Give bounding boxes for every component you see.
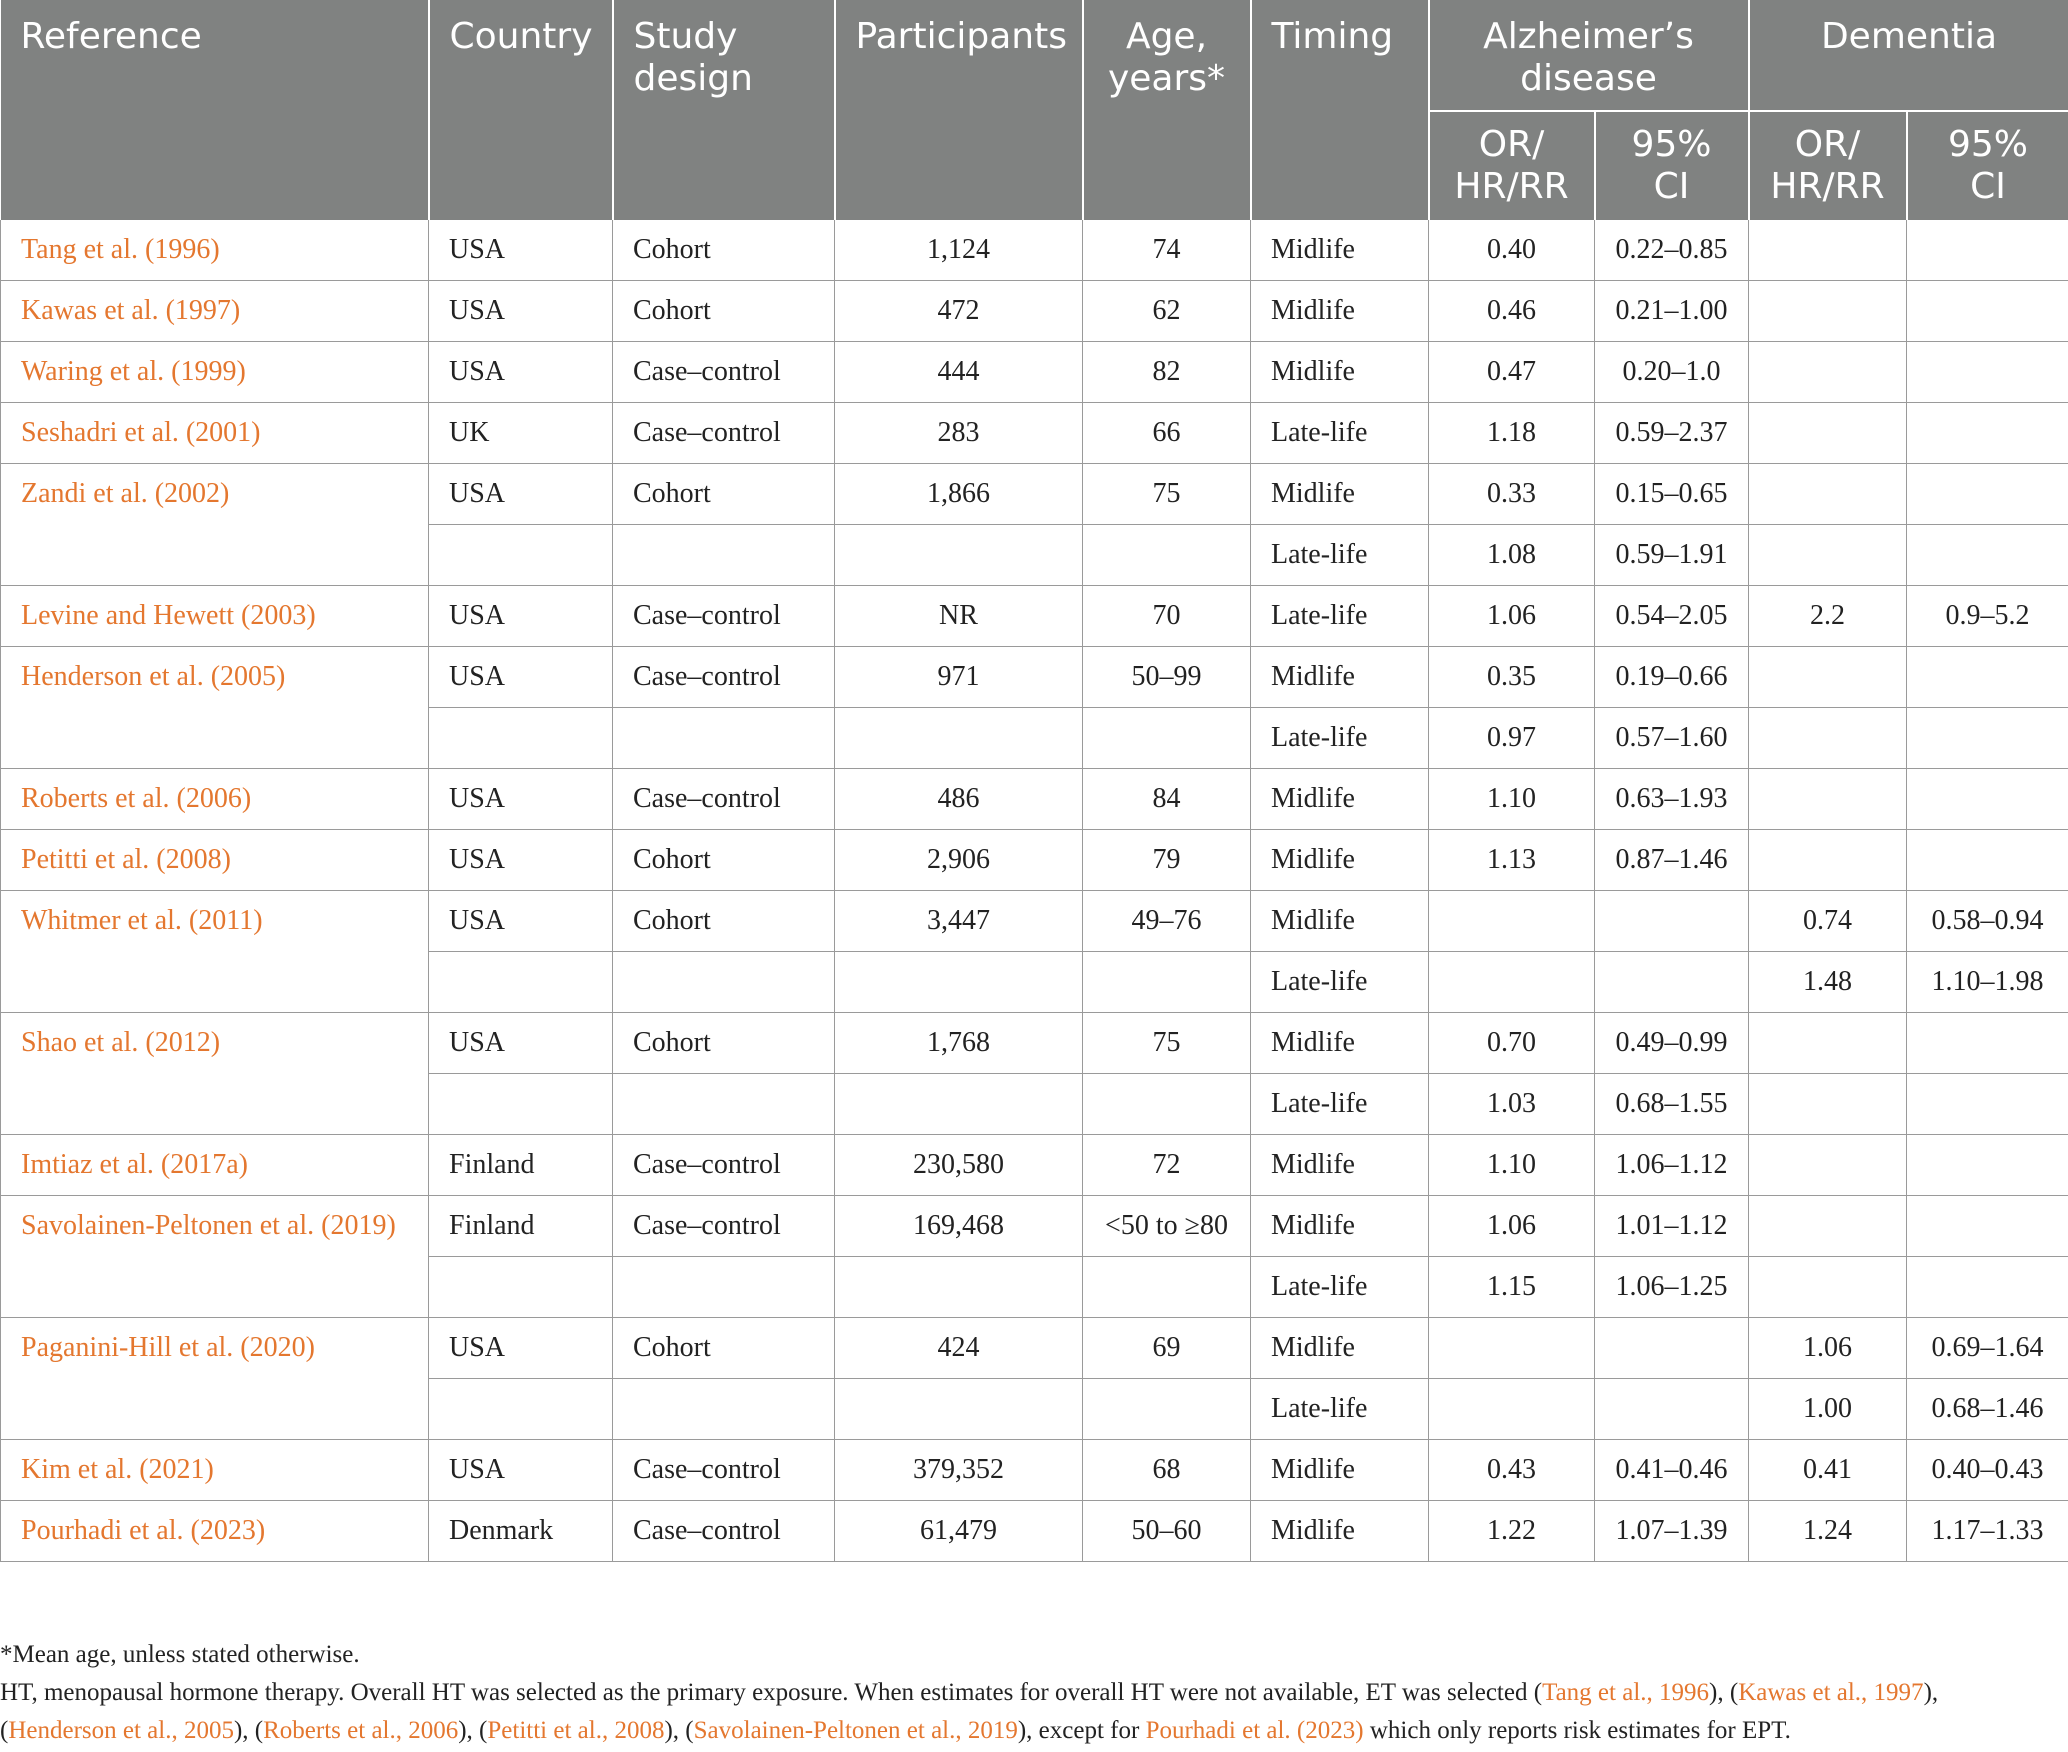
cell-ad-or: 1.08 — [1429, 525, 1595, 586]
col-participants: Participants — [835, 0, 1083, 220]
cell-ad-or: 0.46 — [1429, 281, 1595, 342]
cell-age: 79 — [1083, 830, 1251, 891]
cell-ad-ci: 0.22–0.85 — [1595, 220, 1749, 281]
table-row — [1, 1257, 2068, 1318]
cell-dem-or — [1749, 1257, 1907, 1318]
cell-participants: 424 — [835, 1318, 1083, 1379]
table-row — [1, 586, 2068, 647]
table-row — [1, 1135, 2068, 1196]
cell-dem-ci — [1907, 525, 2068, 586]
cell-design: Case–control — [613, 647, 835, 708]
cell-participants: 472 — [835, 281, 1083, 342]
cell-ad-ci: 0.20–1.0 — [1595, 342, 1749, 403]
cell-participants: 486 — [835, 769, 1083, 830]
table-row — [1, 403, 2068, 464]
cell-participants — [835, 525, 1083, 586]
cell-timing: Midlife — [1251, 1196, 1429, 1257]
cell-dem-or: 1.48 — [1749, 952, 1907, 1013]
cell-timing: Late-life — [1251, 403, 1429, 464]
cell-dem-or — [1749, 403, 1907, 464]
cell-dem-or — [1749, 1013, 1907, 1074]
table-row — [1, 220, 2068, 281]
cell-reference[interactable]: Whitmer et al. (2011) — [1, 891, 429, 952]
cell-timing: Midlife — [1251, 1318, 1429, 1379]
cell-ad-or: 0.47 — [1429, 342, 1595, 403]
cell-country: UK — [429, 403, 613, 464]
cell-timing: Midlife — [1251, 830, 1429, 891]
cell-ad-ci — [1595, 1379, 1749, 1440]
citation-link[interactable]: Kawas et al., 1997 — [1738, 1679, 1924, 1706]
cell-ad-ci: 1.06–1.12 — [1595, 1135, 1749, 1196]
cell-participants: 1,124 — [835, 220, 1083, 281]
cell-ad-ci: 1.06–1.25 — [1595, 1257, 1749, 1318]
cell-design: Case–control — [613, 586, 835, 647]
cell-timing: Midlife — [1251, 1013, 1429, 1074]
cell-timing: Midlife — [1251, 220, 1429, 281]
cell-reference — [1, 1074, 429, 1135]
cell-dem-ci — [1907, 1196, 2068, 1257]
table-row — [1, 830, 2068, 891]
cell-country: USA — [429, 1318, 613, 1379]
table-row — [1, 1440, 2068, 1501]
cell-ad-or: 1.15 — [1429, 1257, 1595, 1318]
cell-dem-or — [1749, 1074, 1907, 1135]
cell-age: 69 — [1083, 1318, 1251, 1379]
footnote-ht-cont: (Henderson et al., 2005), (Roberts et al., 2006), (Petitti et al., 2008), (Savolainen-Peltonen et al., 2019), except for Pourhadi et al. (2023) which only reports risk estimates for EPT. — [0, 1717, 1791, 1744]
cell-reference[interactable]: Tang et al. (1996) — [1, 220, 429, 281]
cell-country: USA — [429, 220, 613, 281]
cell-ad-ci: 1.01–1.12 — [1595, 1196, 1749, 1257]
cell-dem-ci: 1.17–1.33 — [1907, 1501, 2068, 1562]
cell-ad-ci — [1595, 952, 1749, 1013]
cell-participants — [835, 1257, 1083, 1318]
cell-ad-or: 0.35 — [1429, 647, 1595, 708]
cell-age: 68 — [1083, 1440, 1251, 1501]
cell-ad-ci: 0.15–0.65 — [1595, 464, 1749, 525]
cell-ad-ci — [1595, 1318, 1749, 1379]
cell-timing: Midlife — [1251, 464, 1429, 525]
cell-reference[interactable]: Zandi et al. (2002) — [1, 464, 429, 525]
table-row — [1, 464, 2068, 525]
cell-country: USA — [429, 830, 613, 891]
cell-dem-ci: 0.9–5.2 — [1907, 586, 2068, 647]
cell-dem-or: 0.41 — [1749, 1440, 1907, 1501]
cell-design: Case–control — [613, 342, 835, 403]
cell-reference[interactable]: Seshadri et al. (2001) — [1, 403, 429, 464]
cell-participants: 2,906 — [835, 830, 1083, 891]
citation-link[interactable]: Pourhadi et al. (2023) — [1145, 1717, 1364, 1744]
cell-ad-ci: 0.21–1.00 — [1595, 281, 1749, 342]
col-ad-or: OR/ HR/RR — [1429, 111, 1595, 220]
cell-ad-or: 1.18 — [1429, 403, 1595, 464]
table-row — [1, 708, 2068, 769]
cell-dem-or — [1749, 281, 1907, 342]
cell-participants: 1,768 — [835, 1013, 1083, 1074]
table-row — [1, 342, 2068, 403]
cell-participants: 230,580 — [835, 1135, 1083, 1196]
cell-participants: 1,866 — [835, 464, 1083, 525]
cell-dem-or: 1.06 — [1749, 1318, 1907, 1379]
cell-country: USA — [429, 891, 613, 952]
cell-reference[interactable]: Imtiaz et al. (2017a) — [1, 1135, 429, 1196]
cell-timing: Late-life — [1251, 586, 1429, 647]
cell-age — [1083, 525, 1251, 586]
cell-country: USA — [429, 586, 613, 647]
citation-link[interactable]: Roberts et al., 2006 — [263, 1717, 459, 1744]
cell-dem-ci — [1907, 464, 2068, 525]
cell-design — [613, 1257, 835, 1318]
cell-reference — [1, 1379, 429, 1440]
cell-ad-or — [1429, 891, 1595, 952]
cell-design: Case–control — [613, 1196, 835, 1257]
table-row — [1, 769, 2068, 830]
cell-design: Cohort — [613, 281, 835, 342]
cell-age: 75 — [1083, 1013, 1251, 1074]
cell-dem-ci — [1907, 1257, 2068, 1318]
cell-design: Case–control — [613, 1501, 835, 1562]
cell-participants: 169,468 — [835, 1196, 1083, 1257]
footnotes — [0, 1636, 2068, 1750]
cell-participants: 3,447 — [835, 891, 1083, 952]
header-row-1 — [1, 0, 2068, 111]
cell-dem-ci: 1.10–1.98 — [1907, 952, 2068, 1013]
cell-ad-or: 0.40 — [1429, 220, 1595, 281]
cell-dem-ci — [1907, 281, 2068, 342]
cell-timing: Midlife — [1251, 1440, 1429, 1501]
cell-design — [613, 1379, 835, 1440]
cell-ad-or — [1429, 952, 1595, 1013]
cell-participants: 379,352 — [835, 1440, 1083, 1501]
table-row — [1, 1501, 2068, 1562]
cell-age — [1083, 1257, 1251, 1318]
col-alzheimers: Alzheimer’s disease — [1429, 0, 1749, 111]
table-row — [1, 952, 2068, 1013]
cell-timing: Late-life — [1251, 1074, 1429, 1135]
cell-design: Case–control — [613, 1135, 835, 1196]
cell-ad-or: 0.33 — [1429, 464, 1595, 525]
cell-design: Case–control — [613, 769, 835, 830]
cell-ad-or: 1.13 — [1429, 830, 1595, 891]
cell-country: USA — [429, 769, 613, 830]
cell-country: USA — [429, 1440, 613, 1501]
cell-participants: NR — [835, 586, 1083, 647]
cell-ad-or: 1.10 — [1429, 1135, 1595, 1196]
cell-design: Cohort — [613, 891, 835, 952]
cell-participants: 283 — [835, 403, 1083, 464]
cell-dem-or — [1749, 647, 1907, 708]
cell-ad-or: 0.97 — [1429, 708, 1595, 769]
col-dementia: Dementia — [1749, 0, 2068, 111]
cell-dem-ci — [1907, 769, 2068, 830]
cell-timing: Late-life — [1251, 1379, 1429, 1440]
cell-ad-ci: 0.41–0.46 — [1595, 1440, 1749, 1501]
cell-dem-ci: 0.58–0.94 — [1907, 891, 2068, 952]
cell-dem-or — [1749, 525, 1907, 586]
cell-participants: 444 — [835, 342, 1083, 403]
cell-ad-ci: 0.59–2.37 — [1595, 403, 1749, 464]
cell-design — [613, 708, 835, 769]
cell-reference — [1, 1257, 429, 1318]
cell-ad-or: 0.43 — [1429, 1440, 1595, 1501]
cell-ad-or: 1.06 — [1429, 586, 1595, 647]
cell-country: USA — [429, 464, 613, 525]
cell-age: 49–76 — [1083, 891, 1251, 952]
cell-age — [1083, 1074, 1251, 1135]
cell-country — [429, 1379, 613, 1440]
cell-dem-or — [1749, 342, 1907, 403]
cell-dem-ci: 0.68–1.46 — [1907, 1379, 2068, 1440]
cell-dem-ci — [1907, 1074, 2068, 1135]
cell-ad-or: 1.03 — [1429, 1074, 1595, 1135]
cell-timing: Late-life — [1251, 1257, 1429, 1318]
col-ad-ci: 95% CI — [1595, 111, 1749, 220]
cell-country — [429, 525, 613, 586]
cell-age: 75 — [1083, 464, 1251, 525]
table-row — [1, 1196, 2068, 1257]
cell-design — [613, 1074, 835, 1135]
citation-link[interactable]: Petitti et al., 2008 — [487, 1717, 665, 1744]
cell-dem-ci — [1907, 1135, 2068, 1196]
cell-ad-or: 0.70 — [1429, 1013, 1595, 1074]
cell-age: 66 — [1083, 403, 1251, 464]
cell-country: USA — [429, 647, 613, 708]
cell-participants — [835, 952, 1083, 1013]
cell-design: Cohort — [613, 1013, 835, 1074]
cell-reference[interactable]: Savolainen-Peltonen et al. (2019) — [1, 1196, 429, 1257]
cell-design — [613, 952, 835, 1013]
col-timing: Timing — [1251, 0, 1429, 220]
cell-participants — [835, 1074, 1083, 1135]
cell-reference[interactable]: Shao et al. (2012) — [1, 1013, 429, 1074]
cell-ad-ci: 0.63–1.93 — [1595, 769, 1749, 830]
col-reference: Reference — [1, 0, 429, 220]
cell-dem-ci — [1907, 220, 2068, 281]
cell-dem-or — [1749, 1135, 1907, 1196]
col-study-design: Study design — [613, 0, 835, 220]
cell-dem-ci: 0.40–0.43 — [1907, 1440, 2068, 1501]
cell-timing: Late-life — [1251, 525, 1429, 586]
cell-design: Case–control — [613, 1440, 835, 1501]
cell-dem-ci — [1907, 647, 2068, 708]
cell-age: 82 — [1083, 342, 1251, 403]
cell-dem-or: 0.74 — [1749, 891, 1907, 952]
cell-age — [1083, 1379, 1251, 1440]
cell-dem-or: 1.24 — [1749, 1501, 1907, 1562]
cell-ad-ci — [1595, 891, 1749, 952]
cell-dem-or — [1749, 1196, 1907, 1257]
citation-link[interactable]: Henderson et al., 2005 — [8, 1717, 234, 1744]
cell-ad-or: 1.06 — [1429, 1196, 1595, 1257]
cell-design — [613, 525, 835, 586]
cell-participants: 61,479 — [835, 1501, 1083, 1562]
cell-reference[interactable]: Petitti et al. (2008) — [1, 830, 429, 891]
cell-design: Case–control — [613, 403, 835, 464]
table-row — [1, 1318, 2068, 1379]
cell-reference — [1, 708, 429, 769]
cell-design: Cohort — [613, 830, 835, 891]
cell-age: 84 — [1083, 769, 1251, 830]
cell-ad-or — [1429, 1318, 1595, 1379]
cell-age — [1083, 952, 1251, 1013]
cell-ad-ci: 0.68–1.55 — [1595, 1074, 1749, 1135]
cell-design: Cohort — [613, 1318, 835, 1379]
cell-timing: Midlife — [1251, 281, 1429, 342]
col-dem-or: OR/ HR/RR — [1749, 111, 1907, 220]
cell-participants — [835, 1379, 1083, 1440]
cell-ad-or — [1429, 1379, 1595, 1440]
cell-dem-ci — [1907, 342, 2068, 403]
cell-timing: Midlife — [1251, 1135, 1429, 1196]
cell-age: 70 — [1083, 586, 1251, 647]
cell-timing: Late-life — [1251, 708, 1429, 769]
cell-ad-ci: 0.54–2.05 — [1595, 586, 1749, 647]
cell-reference[interactable]: Henderson et al. (2005) — [1, 647, 429, 708]
cell-dem-or — [1749, 830, 1907, 891]
cell-timing: Midlife — [1251, 769, 1429, 830]
cell-timing: Midlife — [1251, 891, 1429, 952]
cell-ad-ci: 0.57–1.60 — [1595, 708, 1749, 769]
cell-country — [429, 1074, 613, 1135]
cell-country — [429, 1257, 613, 1318]
cell-dem-ci — [1907, 403, 2068, 464]
cell-age: 62 — [1083, 281, 1251, 342]
cell-reference[interactable]: Kim et al. (2021) — [1, 1440, 429, 1501]
cell-age: 72 — [1083, 1135, 1251, 1196]
cell-ad-ci: 0.49–0.99 — [1595, 1013, 1749, 1074]
footnote-age: *Mean age, unless stated otherwise. — [0, 1641, 360, 1668]
cell-country: Finland — [429, 1135, 613, 1196]
cell-timing: Midlife — [1251, 342, 1429, 403]
cell-timing: Late-life — [1251, 952, 1429, 1013]
table-row — [1, 525, 2068, 586]
cell-dem-or — [1749, 708, 1907, 769]
cell-country — [429, 952, 613, 1013]
cell-ad-ci: 0.87–1.46 — [1595, 830, 1749, 891]
cell-dem-or — [1749, 464, 1907, 525]
table-row — [1, 1379, 2068, 1440]
cell-ad-or: 1.22 — [1429, 1501, 1595, 1562]
cell-design: Cohort — [613, 464, 835, 525]
table-row — [1, 1074, 2068, 1135]
table-row — [1, 1013, 2068, 1074]
cell-reference[interactable]: Kawas et al. (1997) — [1, 281, 429, 342]
cell-age: 50–60 — [1083, 1501, 1251, 1562]
col-dem-ci: 95% CI — [1907, 111, 2068, 220]
cell-dem-ci — [1907, 1013, 2068, 1074]
cell-timing: Midlife — [1251, 1501, 1429, 1562]
cell-dem-or — [1749, 769, 1907, 830]
cell-reference — [1, 525, 429, 586]
cell-ad-ci: 0.59–1.91 — [1595, 525, 1749, 586]
cell-country: Finland — [429, 1196, 613, 1257]
cell-dem-ci — [1907, 830, 2068, 891]
cell-dem-or — [1749, 220, 1907, 281]
cell-reference[interactable]: Waring et al. (1999) — [1, 342, 429, 403]
cell-participants: 971 — [835, 647, 1083, 708]
footnote-ht: HT, menopausal hormone therapy. Overall HT was selected as the primary exposure. When estimates for overall HT were not available, ET was selected (Tang et al., 1996), (Kawas et al., 1997), — [0, 1679, 1939, 1706]
cell-dem-ci — [1907, 708, 2068, 769]
citation-link[interactable]: Savolainen-Peltonen et al., 2019 — [693, 1717, 1018, 1744]
cell-country: USA — [429, 1013, 613, 1074]
col-age: Age, years* — [1083, 0, 1251, 220]
cell-reference[interactable]: Roberts et al. (2006) — [1, 769, 429, 830]
cell-age: 50–99 — [1083, 647, 1251, 708]
cell-age: <50 to ≥80 — [1083, 1196, 1251, 1257]
cell-country: USA — [429, 281, 613, 342]
cell-participants — [835, 708, 1083, 769]
cell-reference[interactable]: Levine and Hewett (2003) — [1, 586, 429, 647]
table-row — [1, 281, 2068, 342]
cell-reference — [1, 952, 429, 1013]
cell-dem-or: 1.00 — [1749, 1379, 1907, 1440]
cell-age: 74 — [1083, 220, 1251, 281]
cell-age — [1083, 708, 1251, 769]
cell-timing: Midlife — [1251, 647, 1429, 708]
col-country: Country — [429, 0, 613, 220]
cell-reference[interactable]: Pourhadi et al. (2023) — [1, 1501, 429, 1562]
cell-dem-ci: 0.69–1.64 — [1907, 1318, 2068, 1379]
table-body — [1, 220, 2068, 1562]
cell-design: Cohort — [613, 220, 835, 281]
cell-dem-or: 2.2 — [1749, 586, 1907, 647]
table-row — [1, 891, 2068, 952]
cell-country: Denmark — [429, 1501, 613, 1562]
citation-link[interactable]: Tang et al., 1996 — [1542, 1679, 1710, 1706]
cell-ad-or: 1.10 — [1429, 769, 1595, 830]
table-row — [1, 647, 2068, 708]
cell-country: USA — [429, 342, 613, 403]
cell-ad-ci: 1.07–1.39 — [1595, 1501, 1749, 1562]
cell-reference[interactable]: Paganini-Hill et al. (2020) — [1, 1318, 429, 1379]
cell-ad-ci: 0.19–0.66 — [1595, 647, 1749, 708]
cell-country — [429, 708, 613, 769]
